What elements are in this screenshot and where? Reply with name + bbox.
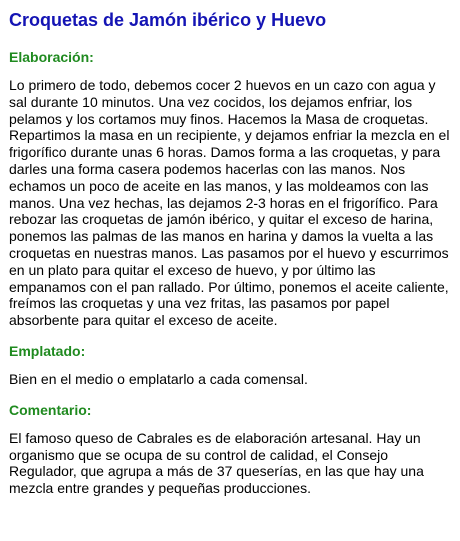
recipe-title: Croquetas de Jamón ibérico y Huevo bbox=[9, 10, 327, 30]
emplatado-heading: Emplatado: bbox=[9, 342, 86, 359]
comentario-text: El famoso queso de Cabrales es de elaboración artesanal. Hay un organismo que se ocupa de su control de calidad, el Consejo Regulador, que agrupa a más de 37 queserías, en las que hay una mezcla entre grandes y pequeñas producciones. bbox=[9, 429, 424, 497]
comentario-heading: Comentario: bbox=[9, 401, 92, 418]
elaboracion-text: Lo primero de todo, debemos cocer 2 huevos en un cazo con agua y sal durante 10 minutos. Una vez cocidos, los dejamos enfriar, los pelamos y los cortamos muy finos. Hacemos la Masa de croquetas. Repartimos la masa en un recipiente, y dejamos enfriar la mezcla en el frigorífico durante unas 6 horas. Damos forma a las croquetas, y para darles una forma casera podemos hacerlas con las manos. Nos echamos un poco de aceite en las manos, y las moldeamos con las manos. Una vez hechas, las dejamos 2-3 horas en el frigorífico. Para rebozar las croquetas de jamón ibérico, y quitar el exceso de harina, ponemos las palmas de las manos en harina y damos la vuelta a las croquetas en nuestras manos. Las pasamos por el huevo y escurrimos en un plato para quitar el exceso de huevo, y por último las empanamos con el pan rallado. Por último, ponemos el aceite caliente, freímos las croquetas y una vez fritas, las pasamos por papel absorbente para quitar el exceso de aceite. bbox=[9, 77, 450, 329]
elaboracion-heading: Elaboración: bbox=[9, 49, 94, 65]
emplatado-text: Bien en el medio o emplatarlo a cada comensal. bbox=[9, 370, 308, 387]
